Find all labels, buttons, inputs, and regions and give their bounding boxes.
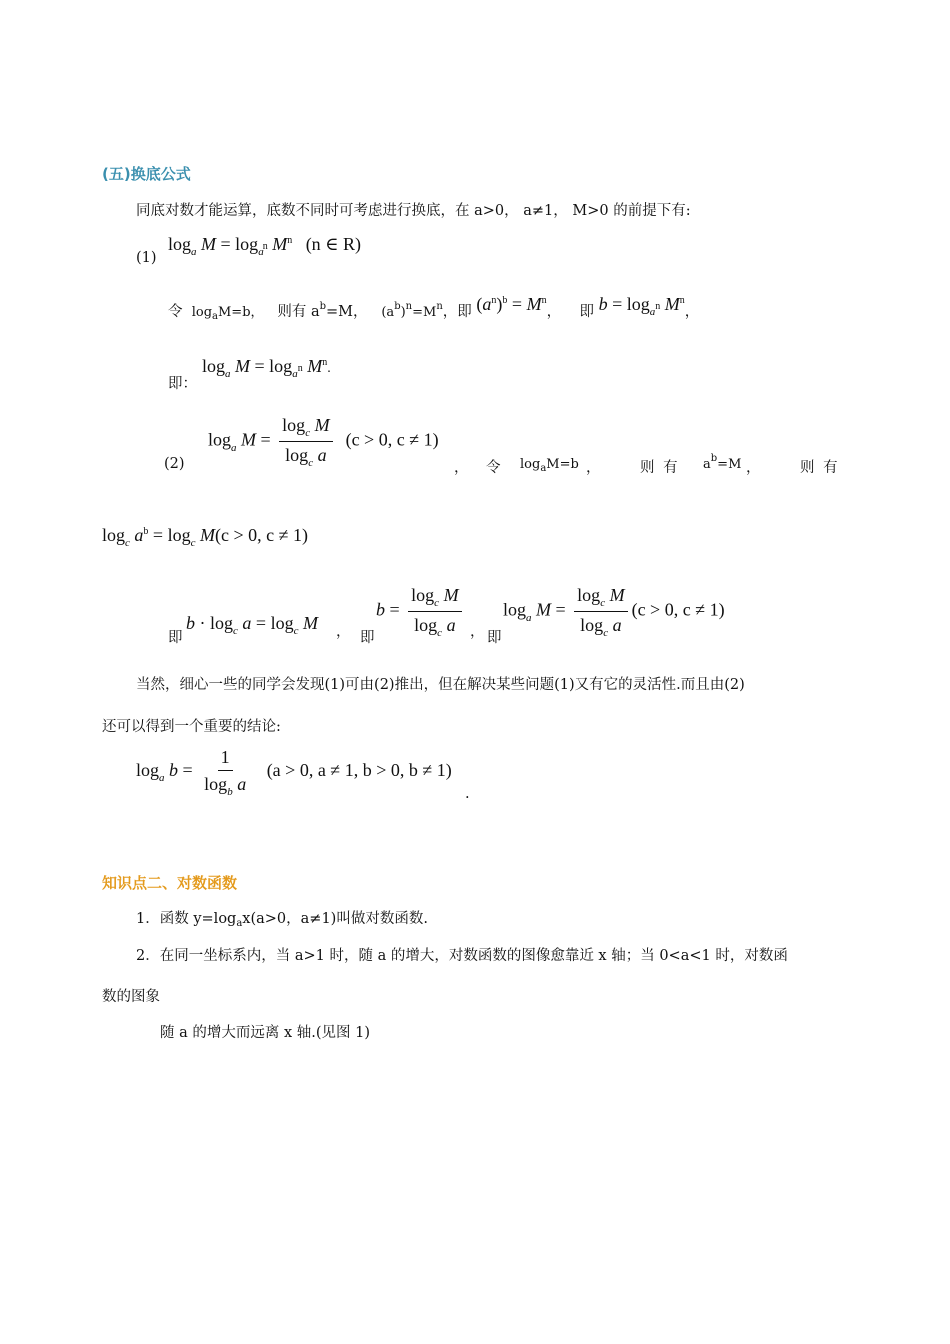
- item1-condition: (n ∈ R): [305, 234, 362, 254]
- item2-ab-eq-m: $a^b=M$: [703, 453, 742, 472]
- item2-ling: 令: [486, 460, 501, 476]
- intro-paragraph: 同底对数才能运算，底数不同时可考虑进行换底，在 a>0， a≠1， M>0 的前提下有:: [136, 203, 691, 219]
- conclusion-formula: $\log_a b$ = $\frac{1}{\log_b a}$ (a > 0, a ≠ 1, b > 0, b ≠ 1): [136, 747, 452, 798]
- item2-zeyou-1: 则 有: [640, 460, 680, 476]
- section-heading-change-of-base: (五)换底公式: [102, 165, 191, 183]
- item2-b-log-formula: $b \cdot \log_c a = \log_c M$: [186, 613, 318, 637]
- power-identity-formula: $(a^n)^b = M^n$: [476, 294, 547, 314]
- reciprocal-fraction: $\frac{1}{\log_b a}$: [204, 747, 247, 798]
- conclusion-condition: (a > 0, a ≠ 1, b > 0, b ≠ 1): [266, 760, 452, 781]
- item2-logam: $\log_aM=b$: [520, 457, 579, 474]
- k2-point-2-line-1: 2．在同一坐标系内，当 a>1 时，随 a 的增大，对数函数的图像愈靠近 x 轴；当 0<a<1 时，对数函: [136, 948, 788, 964]
- item1-formula: $\log_a M = \log_an$ $M^n$ (n ∈ R): [168, 234, 362, 258]
- item2-comma-5: ，: [470, 624, 485, 640]
- change-of-base-fraction: $\frac{\log_c M}{\log_c a}$: [279, 414, 332, 469]
- item1-conclusion-label: 即：: [168, 376, 197, 392]
- b-equals-log-formula: $b = \log_an$ $M^n$: [598, 294, 685, 318]
- paragraph-line-1: 当然，细心一些的同学会发现(1)可由(2)推出，但在解决某些问题(1)又有它的灵活性.而且由(2): [136, 677, 745, 693]
- item1-derivation-line: 令 $\log_aM=b$， 则有 $a^b=M$， $(a^b)^n=M^n$，即 $(a^n)^b = M^n$， 即 $b = \log_an$ $M^n$，: [168, 294, 700, 322]
- section-heading-log-function: 知识点二、对数函数: [102, 874, 238, 892]
- item2-comma-2: ，: [586, 460, 601, 476]
- item2-marker: (2): [164, 456, 185, 472]
- item2-log-c-ab-formula: $\log_c a^b = \log_c M(c > 0$, c ≠ 1): [102, 525, 308, 549]
- conclusion-dot: .: [465, 786, 470, 802]
- k2-point-1: 1．函数 $y=\log_ax(a>0$，a≠1)叫做对数函数.: [136, 911, 428, 929]
- item2-comma-3: ，: [746, 460, 761, 476]
- item2-condition: (c > 0, c ≠ 1): [345, 429, 439, 450]
- item2-zeyou-2: 则 有: [800, 460, 840, 476]
- item1-conclusion-formula: $\log_a M = \log_an$ $M^n$.: [202, 356, 331, 380]
- k2-point-2-line-2: 数的图象: [102, 989, 160, 1005]
- paragraph-line-2: 还可以得到一个重要的结论:: [102, 719, 281, 735]
- item2-ji-1: 即: [168, 630, 183, 646]
- item1-marker: (1): [136, 250, 157, 266]
- item2-ji-3: 即: [487, 630, 502, 646]
- b-fraction: $\frac{\log_c M}{\log_c a}$: [408, 584, 461, 639]
- item2-formula: $\log_a M$ = $\frac{\log_c M}{\log_c a}$ (c > 0, c ≠ 1): [208, 415, 439, 469]
- item2-b-fraction-formula: b = $\frac{\log_c M}{\log_c a}$: [376, 584, 466, 639]
- item2-ji-2: 即: [360, 630, 375, 646]
- item2-comma-4: ，: [336, 624, 351, 640]
- item2-final-formula: $\log_a M$ = $\frac{\log_c M}{\log_c a}$ (c > 0, c ≠ 1): [503, 585, 725, 639]
- item2-comma-1: ，: [454, 460, 469, 476]
- final-fraction: $\frac{\log_c M}{\log_c a}$: [574, 584, 627, 639]
- k2-point-2-line-3: 随 a 的增大而远离 x 轴.(见图 1): [160, 1025, 371, 1041]
